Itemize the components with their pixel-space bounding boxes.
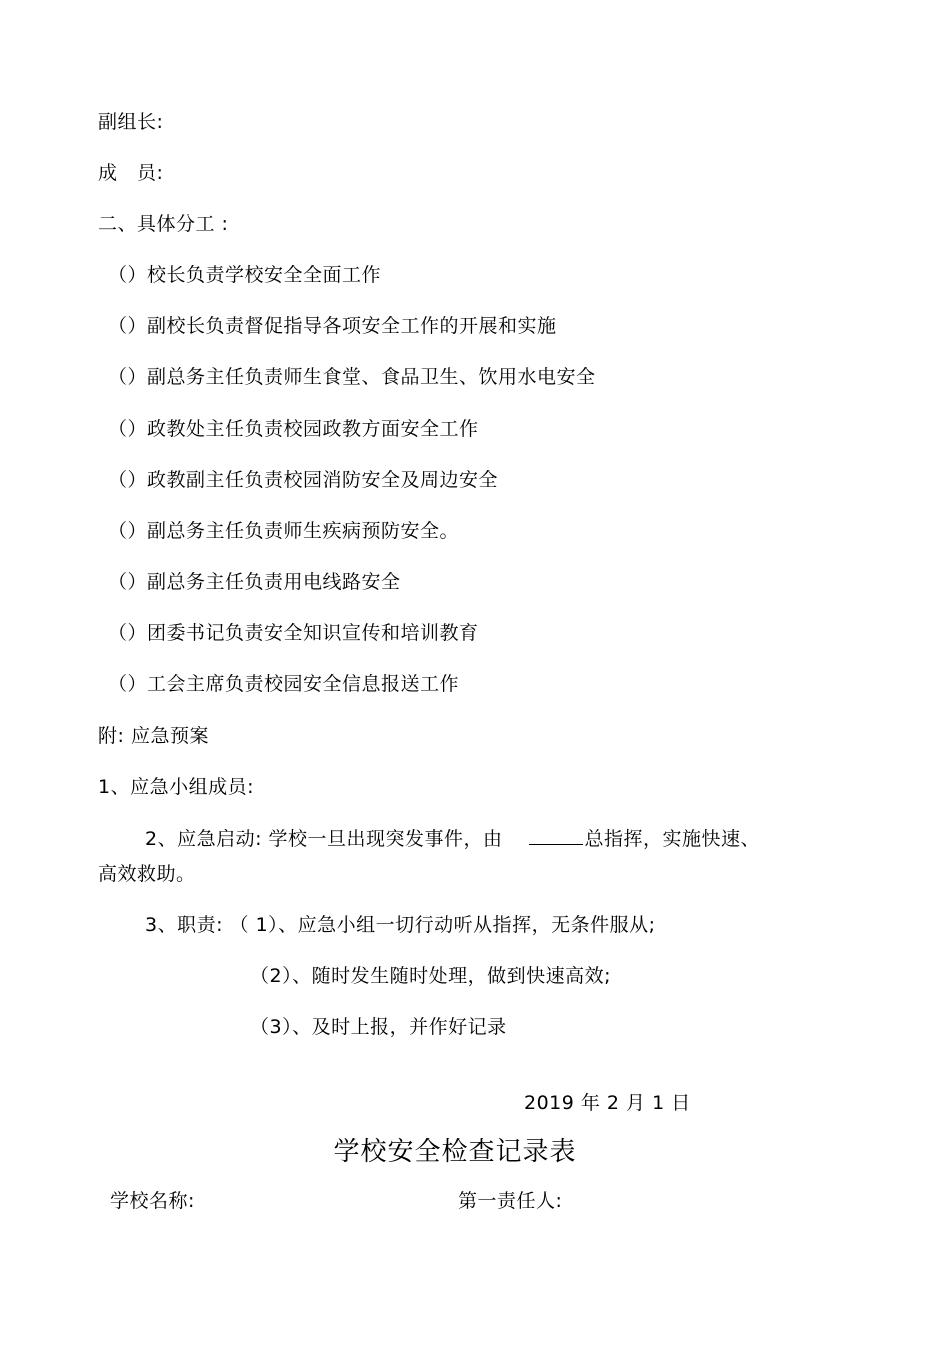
duty-responsibility-2: （2）、随时发生随时处理，做到快速高效; [250, 965, 611, 987]
school-name-label: 学校名称: [110, 1190, 195, 1212]
duty-item: （）政教副主任负责校园消防安全及周边安全 [108, 469, 499, 491]
duty-item: （）副总务主任负责师生疾病预防安全。 [108, 520, 460, 542]
appendix-heading: 附: 应急预案 [98, 725, 209, 747]
duty-item: （）副校长负责督促指导各项安全工作的开展和实施 [108, 315, 557, 337]
startup-text: 2、应急启动: 学校一旦出现突发事件，由 [145, 828, 503, 850]
duty-responsibility-3: （3）、及时上报，并作好记录 [250, 1016, 507, 1038]
emergency-group-line: 1、应急小组成员: [98, 776, 254, 798]
form-title: 学校安全检查记录表 [333, 1137, 577, 1167]
blank-underline [529, 827, 583, 845]
duty-item: （）校长负责学校安全全面工作 [108, 264, 382, 286]
document-date: 2019 年 2 月 1 日 [524, 1092, 691, 1114]
section2-heading: 二、具体分工 : [98, 213, 229, 235]
duty-item: （）团委书记负责安全知识宣传和培训教育 [108, 622, 479, 644]
emergency-startup-line [145, 827, 760, 851]
emergency-startup-wrap: 高效救助。 [98, 863, 196, 885]
members-line: 成 员: [98, 162, 164, 184]
duty-item: （）副总务主任负责用电线路安全 [108, 571, 401, 593]
responsible-person-label: 第一责任人: [458, 1190, 563, 1212]
duty-item: （）政教处主任负责校园政教方面安全工作 [108, 418, 479, 440]
duty-responsibility-1: 3、职责: （ 1）、应急小组一切行动听从指挥，无条件服从; [145, 914, 656, 936]
startup-text-cont: 总指挥，实施快速、 [584, 828, 761, 850]
vice-leader-line: 副组长: [98, 111, 164, 133]
duty-item: （）副总务主任负责师生食堂、食品卫生、饮用水电安全 [108, 366, 596, 388]
duty-item: （）工会主席负责校园安全信息报送工作 [108, 673, 460, 695]
